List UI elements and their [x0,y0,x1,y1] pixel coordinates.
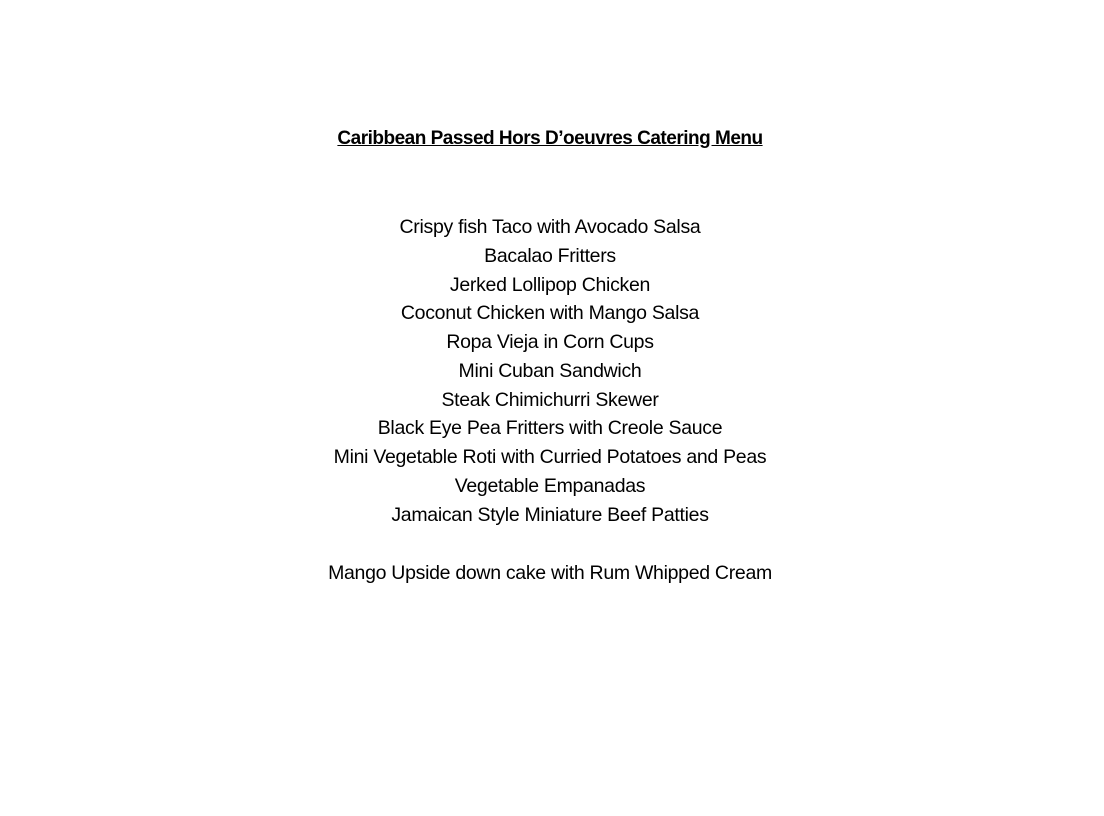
menu-items-list [0,213,1100,529]
menu-item: Crispy fish Taco with Avocado Salsa [399,216,701,238]
menu-item: Jerked Lollipop Chicken [449,273,651,296]
menu-title: Caribbean Passed Hors D’oeuvres Catering Menu [337,128,763,149]
menu-item: Black Eye Pea Fritters with Creole Sauce [377,417,723,440]
menu-item: Ropa Vieja in Corn Cups [446,331,654,353]
menu-item: Mini Cuban Sandwich [458,359,642,382]
menu-item: Coconut Chicken with Mango Salsa [400,302,700,325]
menu-item: Vegetable Empanadas [454,474,646,497]
menu-item: Mini Vegetable Roti with Curried Potatoes and Peas [333,446,767,468]
menu-item: Jamaican Style Miniature Beef Patties [391,503,709,526]
menu-item: Bacalao Fritters [484,244,616,267]
menu-item: Steak Chimichurri Skewer [441,388,659,411]
dessert-item: Mango Upside down cake with Rum Whipped Cream [328,562,772,584]
